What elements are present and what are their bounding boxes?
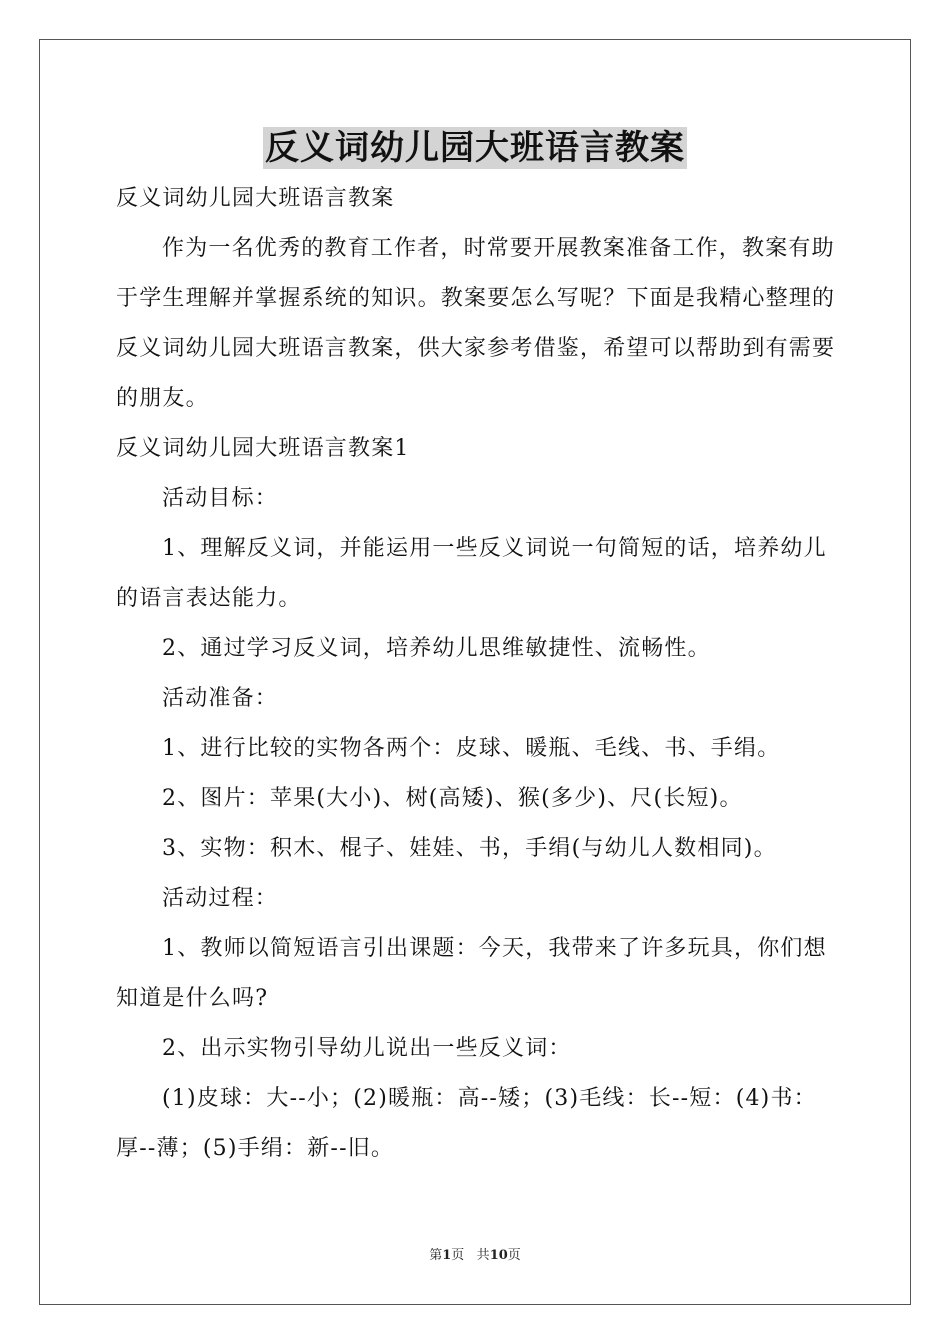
- section-heading: 反义词幼儿园大班语言教案1: [116, 436, 410, 461]
- page-prefix: 第: [429, 1248, 443, 1263]
- paragraph: 2、通过学习反义词，培养幼儿思维敏捷性、流畅性。: [162, 636, 711, 661]
- paragraph: (1)皮球：大--小；(2)暖瓶：高--矮；(3)毛线：长--短：(4)书：厚--薄；(5)手绢：新--旧。: [116, 1086, 817, 1161]
- title-area: [0, 127, 950, 169]
- page-footer: [0, 1244, 950, 1263]
- paragraph: 2、出示实物引导幼儿说出一些反义词：: [162, 1036, 572, 1061]
- total-suffix: 页: [507, 1248, 521, 1263]
- page-suffix: 页: [451, 1248, 465, 1263]
- paragraph: 1、理解反义词，并能运用一些反义词说一句简短的话，培养幼儿的语言表达能力。: [116, 536, 827, 611]
- page-total: 10: [489, 1248, 508, 1263]
- paragraph: 作为一名优秀的教育工作者，时常要开展教案准备工作，教案有助于学生理解并掌握系统的知识。教案要怎么写呢？下面是我精心整理的反义词幼儿园大班语言教案，供大家参考借鉴，希望可以帮助到有需要的朋友。: [116, 236, 836, 411]
- paragraph: 3、实物：积木、棍子、娃娃、书，手绢(与幼儿人数相同)。: [162, 836, 777, 861]
- paragraph: 1、教师以简短语言引出课题：今天，我带来了许多玩具，你们想知道是什么吗?: [116, 936, 827, 1011]
- paragraph: 1、进行比较的实物各两个：皮球、暖瓶、毛线、书、手绢。: [162, 736, 781, 761]
- document-title: 反义词幼儿园大班语言教案: [265, 128, 685, 168]
- paragraph: 2、图片：苹果(大小)、树(高矮)、猴(多少)、尺(长短)。: [162, 786, 743, 811]
- total-prefix: 共: [476, 1248, 490, 1263]
- paragraph: 活动过程：: [162, 886, 279, 911]
- page-current: 1: [442, 1248, 452, 1263]
- paragraph: 反义词幼儿园大班语言教案: [116, 186, 395, 211]
- paragraph: 活动目标：: [162, 486, 279, 511]
- document-body: [116, 174, 840, 1174]
- paragraph: 活动准备：: [162, 686, 279, 711]
